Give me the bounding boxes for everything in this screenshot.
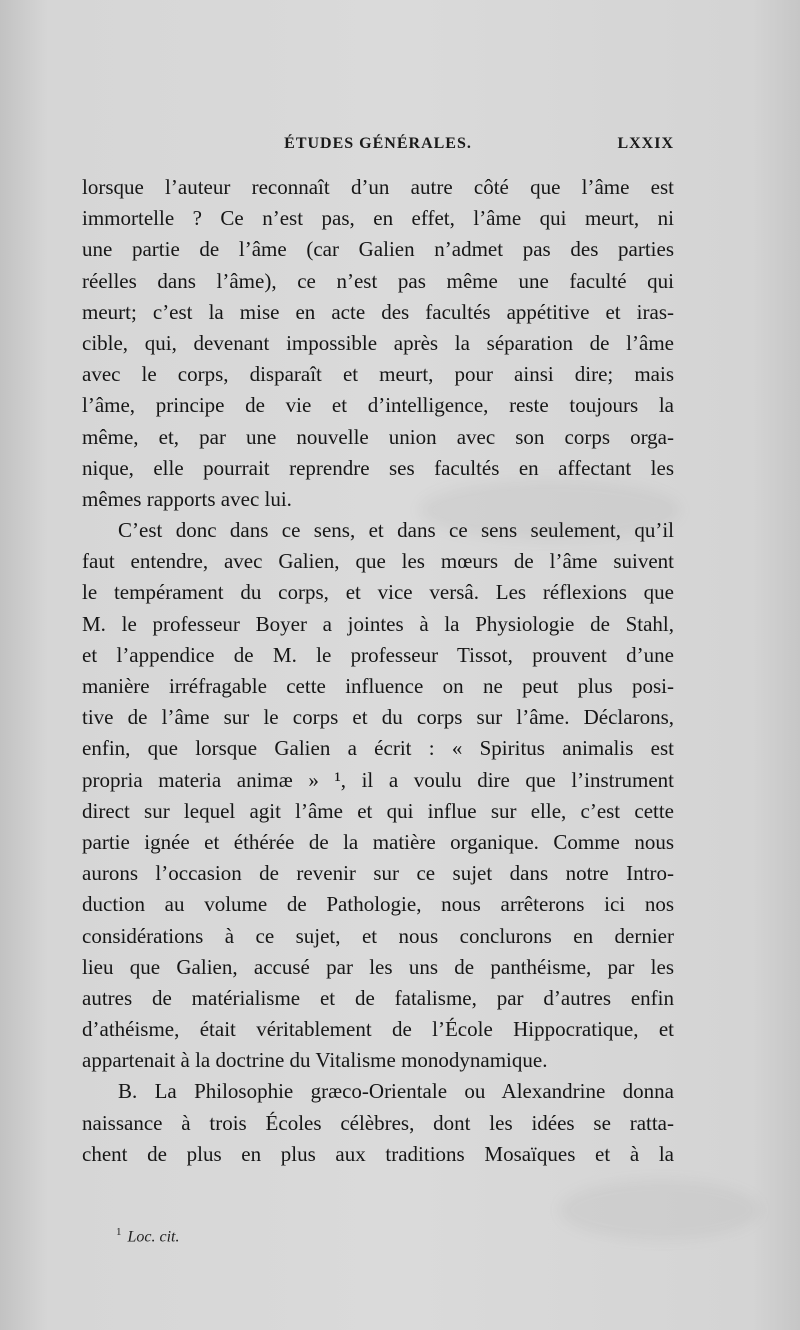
text-line: manière irréfragable cette influence on ne peut plus posi- — [82, 674, 674, 698]
text-line: faut entendre, avec Galien, que les mœurs de l’âme suivent — [82, 549, 674, 574]
text-line: d’athéisme, était véritablement de l’École Hippocratique, et — [82, 1017, 674, 1042]
page-number: LXXIX — [617, 135, 674, 152]
text-line: lorsque l’auteur reconnaît d’un autre côté que l’âme est — [82, 175, 674, 199]
text-line: partie ignée et éthérée de la matière organique. Comme nous — [82, 829, 674, 854]
running-header — [82, 135, 674, 159]
body-text — [82, 172, 674, 1170]
footnote — [116, 1226, 180, 1246]
running-title: ÉTUDES GÉNÉRALES. — [284, 135, 472, 152]
text-line: aurons l’occasion de revenir sur ce sujet dans notre Intro- — [82, 861, 674, 886]
text-line: immortelle ? Ce n’est pas, en effet, l’âme qui meurt, ni — [82, 206, 674, 231]
text-line: duction au volume de Pathologie, nous arrêterons ici nos — [82, 892, 674, 917]
text-line: le tempérament du corps, et vice versâ. Les réflexions que — [82, 580, 674, 605]
text-line: autres de matérialisme et de fatalisme, par d’autres enfin — [82, 985, 674, 1010]
text-line: M. le professeur Boyer a jointes à la Physiologie de Stahl, — [82, 611, 674, 636]
text-line: propria materia animæ » ¹, il a voulu dire que l’instrument — [82, 767, 674, 792]
text-line: C’est donc dans ce sens, et dans ce sens seulement, qu’il — [118, 518, 674, 543]
text-line: même, et, par une nouvelle union avec son corps orga- — [82, 424, 674, 449]
text-line: mêmes rapports avec lui. — [82, 486, 292, 511]
text-line: tive de l’âme sur le corps et du corps sur l’âme. Déclarons, — [82, 705, 674, 730]
text-line: naissance à trois Écoles célèbres, dont les idées se ratta- — [82, 1110, 674, 1135]
text-line: meurt; c’est la mise en acte des facultés appétitive et iras- — [82, 299, 674, 324]
text-line: réelles dans l’âme), ce n’est pas même une faculté qui — [82, 268, 674, 293]
text-line: l’âme, principe de vie et d’intelligence, reste toujours la — [82, 393, 674, 418]
text-line: enfin, que lorsque Galien a écrit : « Spiritus animalis est — [82, 736, 674, 761]
text-line: considérations à ce sujet, et nous conclurons en dernier — [82, 923, 674, 948]
bleed-through-shadow — [560, 1180, 760, 1240]
text-line: chent de plus en plus aux traditions Mosaïques et à la — [82, 1141, 674, 1166]
footnote-text: Loc. cit. — [127, 1228, 180, 1246]
text-line: nique, elle pourrait reprendre ses facultés en affectant les — [82, 455, 674, 480]
text-line: et l’appendice de M. le professeur Tissot, prouvent d’une — [82, 642, 674, 667]
text-line: direct sur lequel agit l’âme et qui influe sur elle, c’est cette — [82, 798, 674, 823]
text-line: lieu que Galien, accusé par les uns de panthéisme, par les — [82, 954, 674, 979]
footnote-marker: 1 — [116, 1226, 122, 1238]
text-line: une partie de l’âme (car Galien n’admet pas des parties — [82, 237, 674, 262]
text-line: B. La Philosophie græco-Orientale ou Alexandrine donna — [118, 1079, 674, 1104]
text-line: cible, qui, devenant impossible après la séparation de l’âme — [82, 330, 674, 355]
text-line: avec le corps, disparaît et meurt, pour ainsi dire; mais — [82, 362, 674, 387]
text-line: appartenait à la doctrine du Vitalisme monodynamique. — [82, 1048, 548, 1073]
